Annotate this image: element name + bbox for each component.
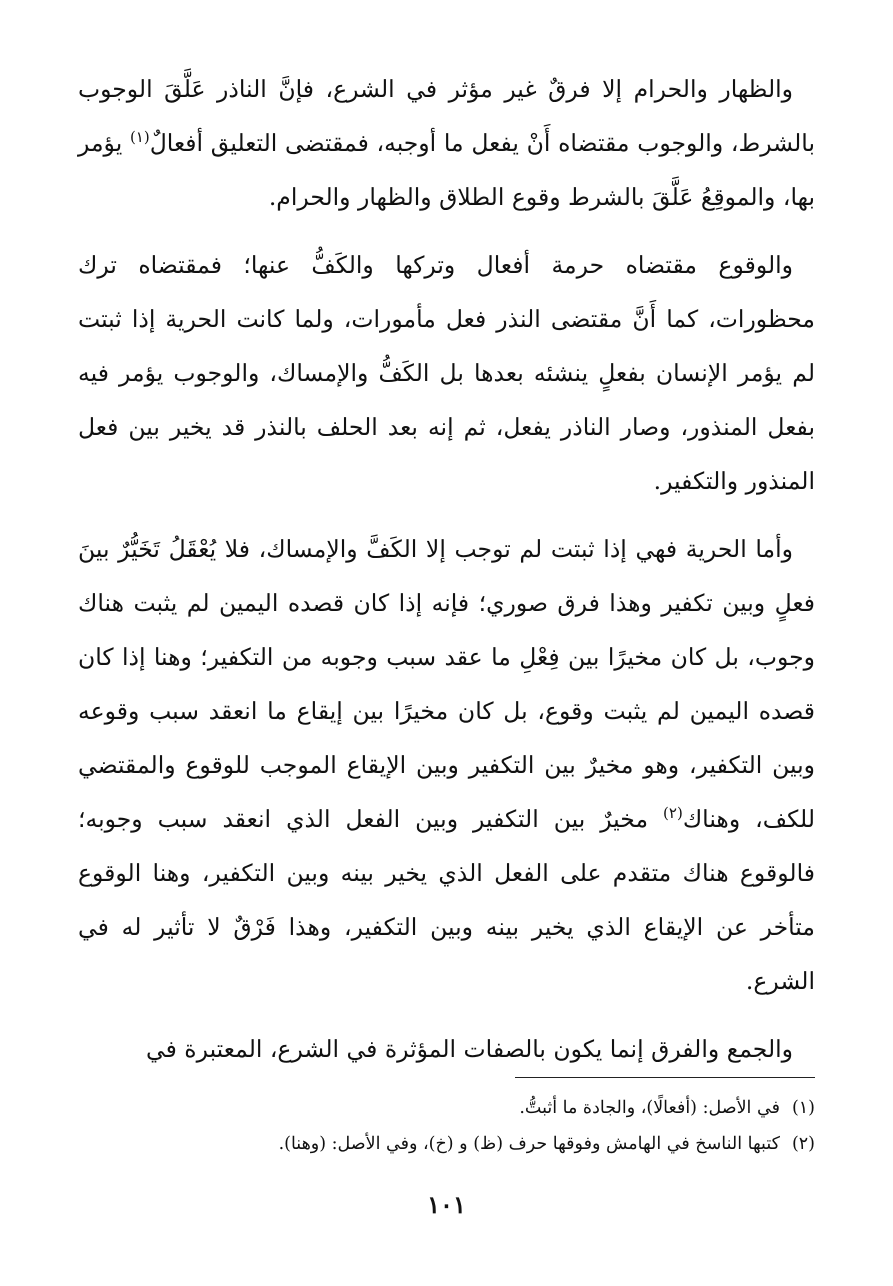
paragraph-1-continuation: يؤمر بها، والموقِعُ عَلَّقَ بالشرط وقوع الطلاق والظهار والحرام. [78, 129, 815, 211]
paragraph-3-text: وأما الحرية فهي إذا ثبتت لم توجب إلا الكَفَّ والإمساك، فلا يُعْقَلُ تَخَيُّرٌ بينَ فعلٍ وبين تكفير وهذا فرق صوري؛ فإنه إذا كان قصده اليمين لم يثبت هناك وجوب، بل كان مخيرًا بين فِعْلِ ما عقد سبب وجوبه من التكفير؛ وهنا إذا كان قصده اليمين لم يثبت وقوع، بل كان مخيرًا بين إيقاع ما انعقد سبب وقوعه وبين التكفير، وهو مخيرٌ بين التكفير وبين الإيقاع الموجب للوقوع والمقتضي للكف، وهناك [78, 535, 815, 833]
book-page [78, 62, 815, 1286]
footnote-1-text: في الأصل: (أفعالًا)، والجادة ما أثبتُّ. [519, 1098, 780, 1118]
footnotes [78, 1090, 815, 1162]
paragraph-1 [78, 62, 815, 224]
paragraph-4 [78, 1022, 815, 1076]
page-number: ١٠١ [427, 1190, 466, 1219]
paragraph-4-text: والجمع والفرق إنما يكون بالصفات المؤثرة في الشرع، المعتبرة في [146, 1035, 793, 1063]
footnote-2 [78, 1126, 815, 1162]
paragraph-1-text: والظهار والحرام إلا فرقٌ غير مؤثر في الشرع، فإنَّ الناذر عَلَّقَ الوجوب بالشرط، والوجوب مقتضاه أَنْ يفعل ما أوجبه، فمقتضى التعليق أفعالٌ [78, 75, 815, 157]
footnote-1 [78, 1090, 815, 1126]
main-text [78, 62, 815, 1076]
footnote-divider [515, 1077, 815, 1078]
paragraph-2-text: والوقوع مقتضاه حرمة أفعال وتركها والكَفُّ عنها؛ فمقتضاه ترك محظورات، كما أَنَّ مقتضى النذر فعل مأمورات، ولما كانت الحرية إذا ثبتت لم يؤمر الإنسان بفعلٍ ينشئه بعدها بل الكَفُّ والإمساك، والوجوب يؤمر فيه بفعل المنذور، وصار الناذر يفعل، ثم إنه بعد الحلف بالنذر قد يخير بين فعل المنذور والتكفير. [78, 251, 815, 495]
footnote-marker-1: (١) [129, 128, 150, 147]
footnote-1-number: (١) [791, 1098, 815, 1118]
footnote-2-text: كتبها الناسخ في الهامش وفوقها حرف (ظ) و (خ)، وفي الأصل: (وهنا). [278, 1134, 780, 1154]
paragraph-3-continuation: مخيرٌ بين التكفير وبين الفعل الذي انعقد سبب وجوبه؛ فالوقوع هناك متقدم على الفعل الذي يخير بينه وبين التكفير، وهنا الوقوع متأخر عن الإيقاع الذي يخير بينه وبين التكفير، وهذا فَرْقٌ لا تأثير له في الشرع. [78, 805, 815, 995]
paragraph-3 [78, 522, 815, 1008]
paragraph-2 [78, 238, 815, 508]
footnote-2-number: (٢) [791, 1134, 815, 1154]
footnote-marker-2: (٢) [663, 804, 683, 823]
